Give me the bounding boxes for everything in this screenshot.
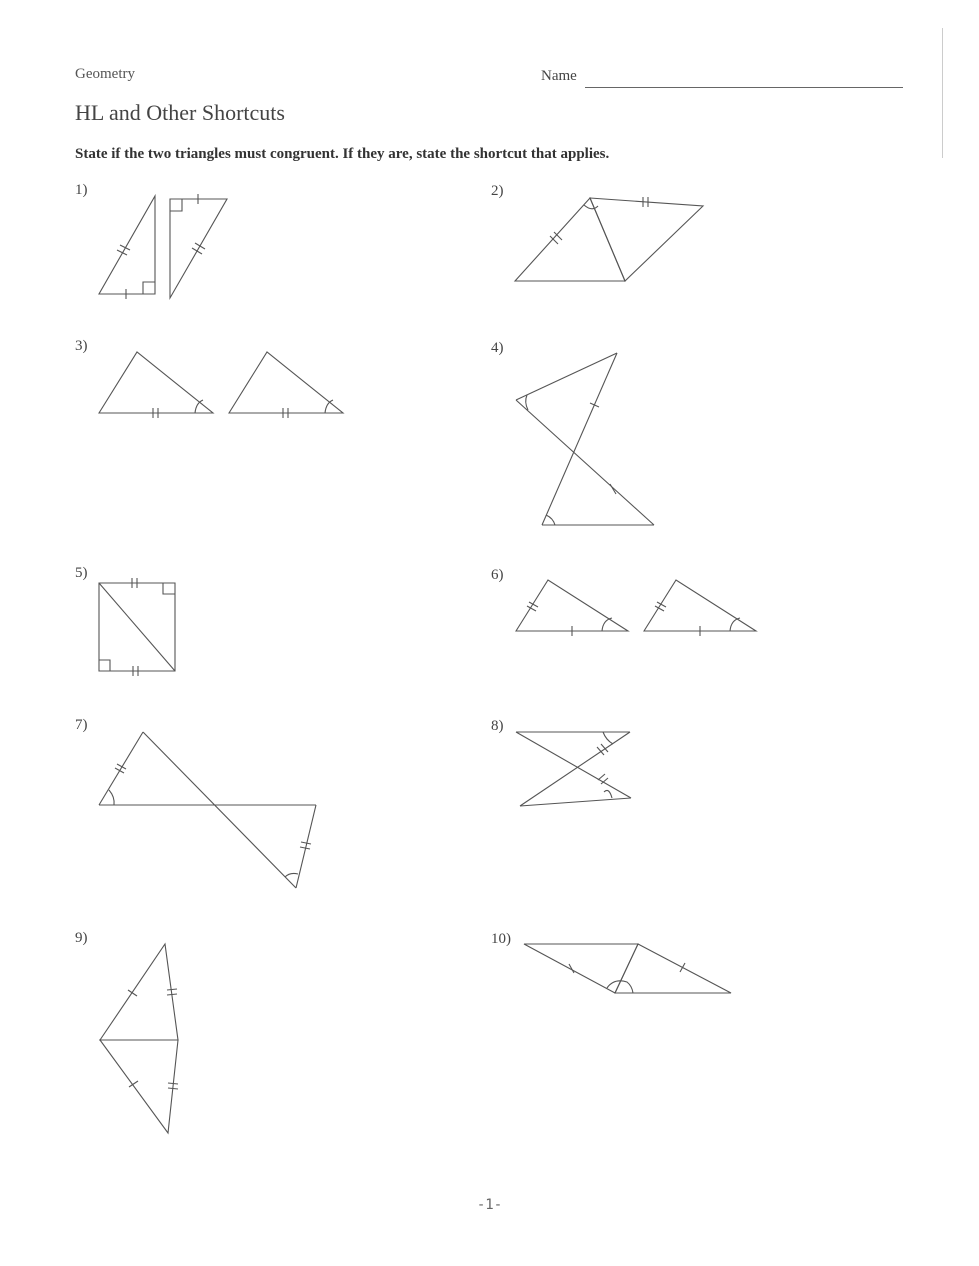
figure-9	[100, 944, 178, 1133]
figure-6	[516, 580, 756, 636]
fig1-triangle-right	[170, 199, 227, 298]
fig1-right-angle-left	[143, 282, 155, 294]
fig8-tick-bottom-a	[598, 774, 605, 780]
fig4-long-diagonal-a	[542, 353, 617, 525]
fig9-triangle-top	[100, 944, 178, 1040]
fig6-triangle-right	[644, 580, 756, 631]
fig8-diagonal-a	[516, 732, 631, 798]
fig9-triangle-bottom	[100, 1040, 178, 1133]
fig10-tick-right	[680, 963, 685, 972]
figure-3	[99, 352, 343, 418]
fig3-triangle-left	[99, 352, 213, 413]
problem-number-6: 6)	[491, 567, 504, 583]
fig5-right-angle-top	[163, 583, 175, 594]
fig5-right-angle-bottom	[99, 660, 110, 671]
figure-7	[99, 732, 316, 888]
instructions: State if the two triangles must congruent. If they are, state the shortcut that applies.	[75, 146, 610, 162]
fig4-angle-top	[526, 395, 528, 410]
fig7-angle-right	[285, 873, 298, 877]
fig9-tick-top-right-b	[167, 994, 177, 995]
problem-number-1: 1)	[75, 182, 88, 198]
fig2-triangle-right	[590, 198, 703, 281]
fig4-angle-bottom	[546, 515, 555, 525]
fig9-tick-top-right-a	[167, 989, 177, 990]
name-label: Name	[541, 68, 577, 84]
problem-number-2: 2)	[491, 183, 504, 199]
fig9-tick-bottom-right-b	[168, 1088, 178, 1089]
fig1-tick-right-hyp-a	[195, 243, 205, 249]
fig7-left-side	[99, 732, 143, 805]
page-number: -1-	[476, 1197, 503, 1213]
figure-10	[524, 944, 731, 993]
problem-number-3: 3)	[75, 338, 88, 354]
fig9-tick-bottom-right-a	[168, 1083, 178, 1084]
fig4-tick-lower	[610, 484, 616, 494]
figure-8	[516, 732, 631, 806]
fig1-tick-right-hyp-b	[192, 248, 202, 254]
problem-number-9: 9)	[75, 930, 88, 946]
fig10-triangle-left	[524, 944, 638, 993]
fig2-angle-arc	[584, 205, 598, 209]
course-label: Geometry	[75, 66, 135, 82]
problem-number-7: 7)	[75, 717, 88, 733]
figure-1	[99, 194, 227, 299]
fig7-tick-right-a	[301, 842, 311, 844]
fig6-triangle-left	[516, 580, 628, 631]
fig2-triangle-left	[515, 198, 625, 281]
fig8-bottom-side	[520, 798, 631, 806]
figure-4	[516, 353, 654, 525]
fig5-diagonal	[99, 583, 175, 671]
fig4-long-diagonal-b	[516, 400, 654, 525]
page-title: HL and Other Shortcuts	[75, 100, 285, 125]
problem-number-5: 5)	[75, 565, 88, 581]
fig9-tick-top-left	[128, 990, 137, 996]
fig8-diagonal-b	[520, 732, 630, 806]
fig7-angle-left	[109, 790, 114, 805]
fig4-top-side	[516, 353, 617, 400]
problem-number-4: 4)	[491, 340, 504, 356]
fig1-right-angle-right	[170, 199, 182, 211]
fig7-right-side	[296, 805, 316, 888]
fig8-angle-bottom	[604, 790, 612, 798]
figure-5	[99, 578, 175, 676]
fig7-long-diagonal	[143, 732, 296, 888]
problem-number-8: 8)	[491, 718, 504, 734]
fig10-triangle-right	[615, 944, 731, 993]
figure-2	[515, 197, 703, 281]
problem-number-10: 10)	[491, 931, 511, 947]
fig7-tick-left-a	[115, 768, 124, 773]
fig1-triangle-left	[99, 196, 155, 294]
fig8-angle-top	[603, 732, 613, 744]
fig3-triangle-right	[229, 352, 343, 413]
